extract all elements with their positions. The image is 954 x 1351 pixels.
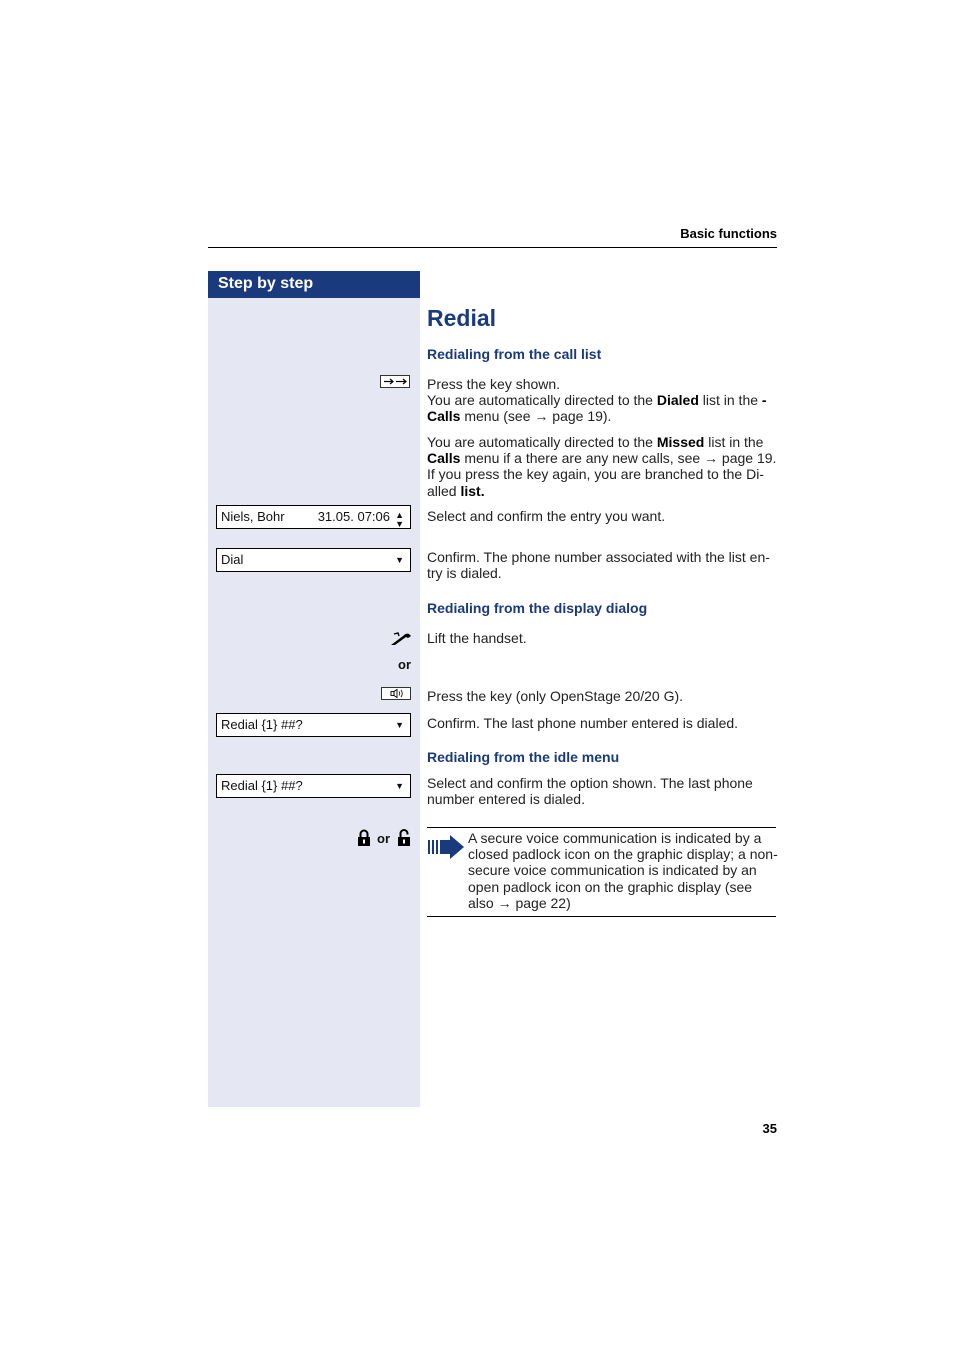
missed-list-keyword: list. [460,482,485,499]
call-list-heading: Redialing from the call list [427,346,602,362]
dial-option[interactable] [216,548,411,572]
speaker-key-text: Press the key (only OpenStage 20/20 G). [427,688,684,704]
note-bottom-rule [427,916,776,917]
idle-menu-heading: Redialing from the idle menu [427,749,620,765]
press-key-text [427,376,779,425]
display-dialog-heading: Redialing from the display dialog [427,600,648,616]
lift-handset-text: Lift the handset. [427,630,527,646]
missed-paragraph [427,434,779,499]
note-top-rule [427,827,776,828]
redial-option-label: Redial {1} ##? [221,717,303,732]
press-key-line: Press the key shown. [427,376,561,392]
handset-icon [389,629,413,647]
page-number: 35 [762,1121,777,1136]
select-entry-text: Select and confirm the entry you want. [427,508,666,524]
redial-key-icon [380,375,410,388]
step-by-step-title: Step by step [218,275,314,292]
call-list-entry[interactable] [216,505,411,529]
dialed-keyword: Dialed [656,392,699,409]
note-arrow-icon [428,835,464,859]
running-header: Basic functions [680,226,777,241]
dialed-paragraph [427,392,779,424]
or-label: or [377,831,390,846]
security-note: A secure voice communication is indicated by a closed padlock icon on the graphic display; a non-secure voice communication is indicated by an open padlock icon on the graphic display (see also → page 22) [468,830,778,911]
redial-option-idle[interactable] [216,774,411,798]
scroll-arrows-icon[interactable]: ▲ ▼ [395,510,404,529]
confirm-dial-text: Confirm. The phone number associated with the list en-try is dialed. [427,549,770,582]
closed-padlock-icon [357,829,371,847]
open-padlock-icon [397,829,411,847]
missed-calls-keyword: Calls [427,450,461,467]
header-rule [208,247,777,248]
dialed-dash: - [761,392,767,409]
redial-option-dialog[interactable] [216,713,411,737]
speaker-key-icon [381,687,411,700]
calls-keyword: Calls [427,408,461,425]
entry-time: 31.05. 07:06 [317,509,390,524]
idle-select-text: Select and confirm the option shown. The last phone number entered is dialed. [427,775,753,808]
confirm-redial-text: Confirm. The last phone number entered is dialed. [427,715,739,731]
dropdown-arrow-icon: ▼ [395,781,404,791]
redial-option-label: Redial {1} ##? [221,778,303,793]
dial-option-label: Dial [221,552,244,567]
dropdown-arrow-icon: ▼ [395,555,404,565]
section-title: Redial [427,305,497,331]
missed-text-3: menu if a there are any new calls, see → page 19. If you press the key again, you are branched to the Di-alled [427,450,777,499]
missed-text-2: list in the [704,434,764,450]
missed-text-1: You are automatically directed to the [427,434,657,450]
dropdown-arrow-icon: ▼ [395,720,404,730]
dialed-text-3: menu (see → page 19). [460,408,612,425]
missed-keyword: Missed [656,434,705,450]
dialed-text-2: list in the [698,392,762,409]
entry-name: Niels, Bohr [221,509,285,524]
dialed-text-1: You are automatically directed to the [427,392,657,409]
or-label: or [398,657,411,672]
